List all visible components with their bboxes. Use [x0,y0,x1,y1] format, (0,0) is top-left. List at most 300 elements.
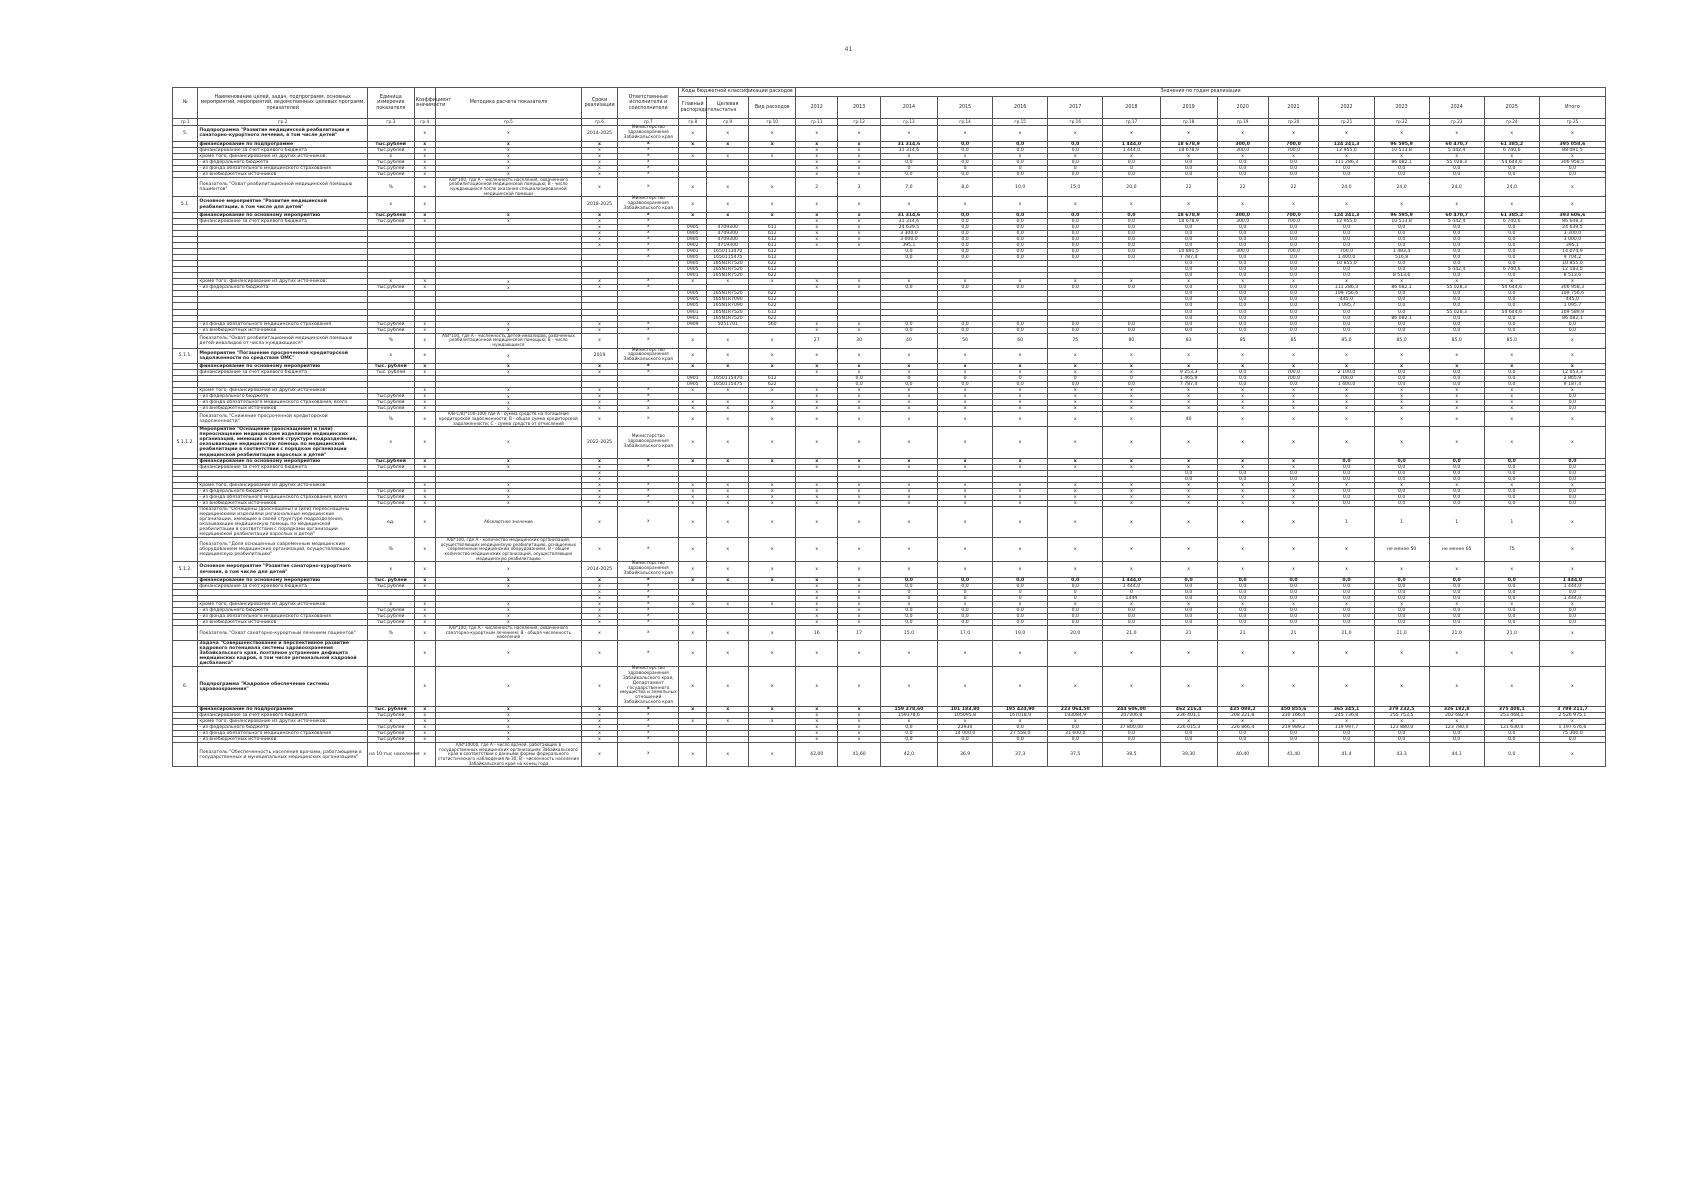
table-cell: х [1484,667,1539,707]
table-cell: х [796,601,838,607]
table-cell: 0,0 [1484,608,1539,614]
header-responsible: Ответственные исполнители и соисполнители [618,88,679,119]
table-cell: х [414,641,435,667]
table-cell: 0,0 [1374,376,1429,382]
table-cell: 0,0 [1048,249,1103,255]
table-cell: х [1539,626,1605,641]
table-cell: х [1429,562,1484,578]
table-cell: х [838,197,880,213]
table-cell: тыс.рублей [367,285,414,291]
table-cell: х [1319,394,1374,400]
table-cell: х [1268,412,1319,427]
table-cell: 12 183,0 [1539,267,1605,273]
table-cell: 0,0 [1048,614,1103,620]
table-cell: х [1160,506,1217,537]
table-cell: х [414,458,435,464]
table-cell: х [414,159,435,165]
table-cell: 0,0 [1103,255,1160,261]
table-cell: 0,0 [1217,620,1268,626]
table-cell: х [1160,458,1217,464]
table-cell: А/В*100, где А - численность детей-инвалидов, охваченных реабилитационной медицинской помощью; В - число нуждающихся [435,333,581,348]
table-cell: 0,0 [1539,470,1605,476]
table-cell: х [1429,406,1484,412]
table-cell: х [679,577,707,583]
table-cell: х [679,641,707,667]
table-cell: 0,0 [993,141,1048,147]
table-cell: х [1429,394,1484,400]
table-cell: 0,0 [1217,303,1268,309]
table-cell: х [1539,538,1605,562]
table-cell: х [618,494,679,500]
table-cell: 0,0 [1048,583,1103,589]
table-cell: х [796,370,838,376]
table-cell: х [707,626,749,641]
table-cell: х [1160,667,1217,707]
table-cell: - из внебюджетных источников [198,171,368,177]
table-cell: х [796,488,838,494]
table-cell: х [1217,126,1268,142]
header-year: 2021 [1268,97,1319,119]
table-cell: тыс.рублей [367,725,414,731]
table-cell: х [435,153,581,159]
table-cell: 2022-2025 [582,427,618,458]
table-cell: х [618,249,679,255]
table-cell: х [435,279,581,285]
header-year: 2015 [938,97,993,119]
table-cell: 0,0 [1484,743,1539,767]
table-cell: х [1374,719,1429,725]
table-cell: 0,0 [1048,255,1103,261]
table-cell: х [796,224,838,230]
table-cell: 0,0 [938,171,993,177]
table-cell: 41,4 [1319,743,1374,767]
table-cell: финансирование за счет краевого бюджета [198,147,368,153]
table-cell: х [993,348,1048,364]
table-cell: 0,0 [1160,731,1217,737]
table-cell: 0 [993,165,1048,171]
table-cell: 0 [1048,165,1103,171]
table-cell: х [435,583,581,589]
column-number: гр.11 [796,119,838,126]
table-cell: х [435,126,581,142]
table-cell: х [1484,126,1539,142]
table-cell: 0,0 [993,620,1048,626]
table-cell: 0,0 [1268,382,1319,388]
table-cell: х [938,464,993,470]
table-cell: х [796,500,838,506]
table-cell: 0,0 [993,382,1048,388]
table-cell: тыс.рублей [367,147,414,153]
table-cell: тыс.рублей [367,458,414,464]
table-cell [173,641,198,667]
table-cell: х [938,494,993,500]
table-cell: Мероприятие "Оснащение (дооснащение) и (или) переоснащение медицинским изделиями медицинских организаций, имеющих в своей структуре подразделения, оказывающие медицинскую помощь по медицинской реабилитации в соответствии с порядком организации медицинской реабилитации взрослых и детей" [198,427,368,458]
table-cell: х [1374,427,1429,458]
table-row [173,348,1606,364]
table-cell: 109 756,6 [1539,291,1605,297]
table-cell: 0905 [679,297,707,303]
table-cell: - из фонда обязательного медицинского страхования [198,321,368,327]
table-cell: х [880,641,937,667]
table-cell: х [880,412,937,427]
table-cell: 85,0 [1319,333,1374,348]
table-cell: х [618,706,679,712]
table-cell: 0,0 [1103,321,1160,327]
table-cell: 0,0 [1429,583,1484,589]
table-cell: 0 [1048,376,1103,382]
table-cell: 44,1 [1429,743,1484,767]
table-cell: х [582,488,618,494]
table-cell: 0,0 [1217,291,1268,297]
table-cell: х [679,538,707,562]
table-cell: х [582,589,618,595]
table-cell: 306 958,3 [1539,285,1605,291]
table-cell: - из внебюджетных источников [198,327,368,333]
table-cell: 0,0 [1429,589,1484,595]
table-cell [173,506,198,537]
table-cell: 0905 [679,267,707,273]
table-cell: тыс. рублей [367,364,414,370]
table-cell: % [367,333,414,348]
table-cell: 0,0 [1268,309,1319,315]
column-number: гр.12 [838,119,880,126]
table-cell: 0,0 [1374,458,1429,464]
table-cell: А/В*100, где А - количество медицинских организаций, осуществляющих медицинскую реабилитацию, оснащенных современным медицинским оборудованием; В - общее количество медицинских организаций, осуществляющих медицинскую реабилитацию [435,538,581,562]
table-cell: х [1048,464,1103,470]
table-cell: 24 639,5 [1539,224,1605,230]
table-cell: 5 442,4 [1429,218,1484,224]
table-cell: х [582,470,618,476]
table-cell: х [618,608,679,614]
table-cell: 0,0 [838,376,880,382]
table-cell: х [1429,197,1484,213]
table-cell: 0,0 [1484,382,1539,388]
table-cell: х [1484,562,1539,578]
table-cell: х [880,482,937,488]
table-cell: х [1484,153,1539,159]
table-cell: 0,0 [1429,230,1484,236]
table-cell: 0,0 [1268,620,1319,626]
table-cell: 96 595,9 [1374,212,1429,218]
table-cell: 0,0 [1268,583,1319,589]
table-cell: 0,0 [938,577,993,583]
table-cell: х [618,506,679,537]
table-cell: х [1374,153,1429,159]
table-cell [367,667,414,707]
table-cell: 0,0 [1484,583,1539,589]
table-cell: 700,0 [1268,370,1319,376]
table-cell: х [679,427,707,458]
table-cell: х [1048,412,1103,427]
table-cell: 0901 [679,249,707,255]
table-cell: 60 470,7 [1429,141,1484,147]
table-cell: х [1268,394,1319,400]
table-cell: х [414,713,435,719]
table-cell: 0,0 [1484,458,1539,464]
table-cell: 202 682,9 [1429,713,1484,719]
table-cell: 236 401,1 [1160,713,1217,719]
table-cell: х [582,667,618,707]
column-number: гр.20 [1268,119,1319,126]
table-cell: 111 286,3 [1319,159,1374,165]
table-cell: х [679,482,707,488]
table-cell: х [796,212,838,218]
header-year: 2024 [1429,97,1484,119]
table-cell: х [582,731,618,737]
table-cell: 0,0 [1268,577,1319,583]
table-cell: х [679,400,707,406]
table-cell: х [1160,500,1217,506]
table-cell: х [1319,667,1374,707]
table-cell: 0,0 [1429,614,1484,620]
table-cell: 24,0 [1319,177,1374,196]
table-cell: 0,0 [1160,595,1217,601]
table-cell: х [679,388,707,394]
table-cell: 0 [880,376,937,382]
table-cell: 0905 [679,255,707,261]
table-cell: х [796,412,838,427]
column-number: гр.8 [679,119,707,126]
table-cell: х [679,412,707,427]
table-cell: х [749,406,796,412]
table-cell: 0,0 [1429,243,1484,249]
table-cell: 41,60 [838,743,880,767]
table-cell: х [707,482,749,488]
table-cell: 10 855,0 [1319,261,1374,267]
table-cell: тыс.рублей [367,713,414,719]
table-cell: финансирование за счет краевого бюджета [198,464,368,470]
table-cell: 326 182,8 [1429,706,1484,712]
table-cell: х [838,538,880,562]
table-cell: х [435,212,581,218]
table-cell: х [414,141,435,147]
table-cell: 300,0 [1217,249,1268,255]
table-cell: 0901 [679,376,707,382]
table-cell: х [435,348,581,364]
table-cell: х [414,197,435,213]
table-cell: х [618,177,679,196]
table-cell: х [618,165,679,171]
table-cell: 0,0 [1160,321,1217,327]
table-cell: 0,0 [993,321,1048,327]
table-cell: х [707,488,749,494]
table-cell: х [1048,370,1103,376]
table-cell: х [838,348,880,364]
table-cell: х [679,458,707,464]
table-cell: 12 053,3 [1539,370,1605,376]
table-cell: 0,0 [1160,159,1217,165]
table-cell: тыс.рублей [367,500,414,506]
table-cell: х [707,641,749,667]
table-cell: х [618,458,679,464]
table-cell: х [749,482,796,488]
table-cell: 622 [749,382,796,388]
table-row [173,333,1606,348]
table-cell: х [414,333,435,348]
table-cell: х [796,731,838,737]
table-cell: 24,0 [1429,177,1484,196]
table-cell: 17 [838,626,880,641]
table-cell: х [1217,364,1268,370]
table-cell: 0,0 [880,321,937,327]
table-cell: х [1217,482,1268,488]
table-cell: - из фонда обязательного медицинского страхования [198,731,368,737]
table-cell: х [1048,506,1103,537]
table-cell: 1 465,9 [1160,376,1217,382]
table-cell: 0,0 [1374,236,1429,242]
table-cell: х [938,719,993,725]
table-cell: х [1539,279,1605,285]
table-cell: х [1048,667,1103,707]
table-cell: х [1429,412,1484,427]
table-cell: х [618,255,679,261]
table-cell: 55 028,3 [1429,309,1484,315]
table-cell: х [435,731,581,737]
table-cell: х [1374,364,1429,370]
table-cell: кроме того, финансирование из других источников: [198,601,368,607]
table-cell: 105095,8 [938,713,993,719]
table-cell: х [367,279,414,285]
table-cell: 0,0 [1217,159,1268,165]
table-cell: х [796,147,838,153]
table-cell: х [1160,126,1217,142]
table-cell: 0,0 [880,583,937,589]
table-cell: 6 740,6 [1484,267,1539,273]
table-cell: х [414,601,435,607]
table-cell: 54 644,6 [1484,309,1539,315]
table-cell: 4709300 [707,236,749,242]
table-cell: х [993,482,1048,488]
table-cell: 0,0 [880,620,937,626]
table-cell: 516,8 [1374,255,1429,261]
table-cell: 0,0 [1429,261,1484,267]
table-cell: х [1048,538,1103,562]
table-cell: 21,0 [1374,626,1429,641]
table-cell: х [414,406,435,412]
table-cell: 0,0 [1217,737,1268,743]
table-cell: х [435,614,581,620]
table-cell: 0,0 [1429,321,1484,327]
table-cell: 12 955,0 [1319,218,1374,224]
table-cell: Показатель "Охват санаторно-курортным лечением пациентов" [198,626,368,641]
table-cell: 0,0 [1103,171,1160,177]
table-cell: х [707,743,749,767]
table-cell: 0905 [679,291,707,297]
table-cell: 0,0 [1539,464,1605,470]
table-cell: 0,0 [1539,500,1605,506]
table-cell: 0,0 [880,725,937,731]
table-cell: 21 [1217,626,1268,641]
table-cell: 0 [938,595,993,601]
table-cell: х [838,218,880,224]
table-cell: х [1268,388,1319,394]
table-cell: 0,0 [1374,614,1429,620]
table-cell: х [1268,667,1319,707]
table-cell: х [1268,197,1319,213]
table-cell: 1650115475 [707,255,749,261]
table-cell: 31 314,6 [880,212,937,218]
table-cell: 0,0 [1484,500,1539,506]
table-cell: 622 [749,315,796,321]
column-number: гр.19 [1217,119,1268,126]
table-cell: 61 385,2 [1484,141,1539,147]
table-cell: - из фонда обязательного медицинского страхования [198,165,368,171]
table-cell: 0,0 [1374,303,1429,309]
table-cell: х [838,713,880,719]
table-cell: 0,0 [1374,470,1429,476]
table-cell: 0,0 [1160,273,1217,279]
table-cell: 10 513,8 [1374,218,1429,224]
table-cell: 165N1R7520 [707,291,749,297]
table-cell: 22 [1217,177,1268,196]
table-cell: х [414,370,435,376]
table-cell: - из фонда обязательного медицинского страхования, всего [198,400,368,406]
table-cell: 0,0 [1484,321,1539,327]
table-cell: х [993,370,1048,376]
table-cell: х [1103,719,1160,725]
table-cell: х [618,212,679,218]
table-cell: х [582,538,618,562]
table-cell: х [838,506,880,537]
table-cell: х [414,153,435,159]
table-cell: 0905 [679,236,707,242]
table-cell: 0,0 [1484,249,1539,255]
table-cell: х [1319,364,1374,370]
table-cell: х [1103,641,1160,667]
table-cell: 0,0 [1268,321,1319,327]
table-cell: х [582,713,618,719]
table-cell: % [367,412,414,427]
table-cell: х [618,614,679,620]
table-cell: х [1103,488,1160,494]
table-cell: 0,0 [1429,500,1484,506]
table-cell: 1 400,0 [1319,255,1374,261]
table-cell: 395,1 [1539,243,1605,249]
table-cell: 0,0 [938,321,993,327]
table-cell: х [1217,641,1268,667]
table-cell: 612 [749,236,796,242]
table-cell: х [707,458,749,464]
table-cell: х [1268,482,1319,488]
table-cell: х [1217,538,1268,562]
table-cell: 2 865,9 [1539,376,1605,382]
table-cell: тыс.рублей [367,327,414,333]
table-cell: х [414,620,435,626]
table-cell: А/В*100, где А - численность населения, охваченного санаторно-курортным лечением; В - общая численность населения [435,626,581,641]
table-cell: 208 221,8 [1217,713,1268,719]
table-cell: 0,0 [1429,464,1484,470]
table-cell: 0,0 [1484,470,1539,476]
table-cell: х [880,488,937,494]
table-cell: 20,0 [1048,626,1103,641]
table-cell: х [1268,464,1319,470]
table-cell: х [1048,601,1103,607]
column-number: гр.25 [1539,119,1605,126]
table-cell: х [414,482,435,488]
table-cell: х [1268,488,1319,494]
table-cell: х [435,285,581,291]
table-cell: х [749,667,796,707]
table-cell: 10 855,0 [1539,261,1605,267]
table-cell: х [796,243,838,249]
table-cell [173,333,198,348]
table-cell: х [582,224,618,230]
table-cell: х [1429,667,1484,707]
table-cell: х [796,641,838,667]
table-cell: 0,0 [1429,171,1484,177]
table-cell: х [838,236,880,242]
table-cell: х [1217,562,1268,578]
